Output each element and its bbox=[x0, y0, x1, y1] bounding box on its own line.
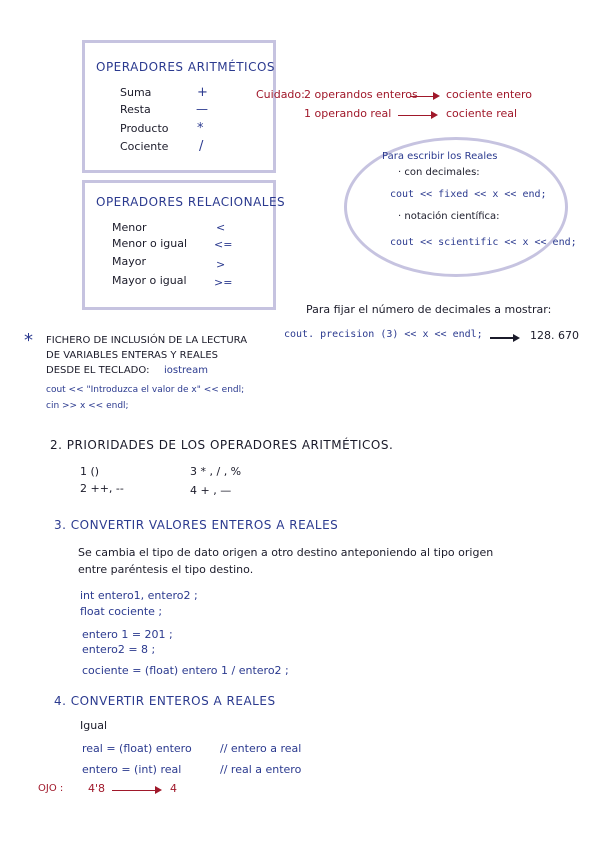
ojo-label: OJO : bbox=[38, 783, 64, 794]
section4-heading: 4. CONVERTIR ENTEROS A REALES bbox=[54, 694, 276, 708]
rel-operators-title: OPERADORES RELACIONALES bbox=[96, 195, 286, 209]
ellipse-title: Para escribir los Reales bbox=[382, 151, 498, 162]
ellipse-item2: · notación científica: bbox=[398, 211, 500, 222]
arith-row-name: Suma bbox=[120, 86, 152, 99]
ojo-from: 4'8 bbox=[88, 782, 106, 795]
arith-row-name: Producto bbox=[120, 122, 169, 135]
section4-code: real = (float) entero bbox=[82, 742, 192, 755]
fichero-code2: cin >> x << endl; bbox=[46, 401, 129, 411]
rel-row-op: >= bbox=[214, 276, 233, 289]
arrow-icon bbox=[410, 96, 438, 97]
priority-item: 3 * , / , % bbox=[190, 465, 242, 478]
fichero-line3: DESDE EL TECLADO: bbox=[46, 365, 150, 376]
section4-comment: // real a entero bbox=[220, 763, 302, 776]
arith-row-name: Resta bbox=[120, 103, 151, 116]
fichero-library: iostream bbox=[164, 365, 208, 376]
arrow-icon bbox=[112, 790, 160, 791]
section4-code: entero = (int) real bbox=[82, 763, 182, 776]
priority-item: 2 ++, -- bbox=[80, 482, 124, 495]
precision-text: Para fijar el número de decimales a mostrar: bbox=[306, 303, 552, 316]
section4-igual: Igual bbox=[80, 719, 107, 732]
section3-para2: entre paréntesis el tipo destino. bbox=[78, 563, 254, 576]
rel-row-name: Menor o igual bbox=[112, 237, 188, 250]
section2-heading: 2. PRIORIDADES DE LOS OPERADORES ARITMÉTICOS. bbox=[50, 438, 394, 452]
arrow-icon bbox=[490, 337, 518, 339]
ellipse-code2: cout << scientific << x << end; bbox=[390, 237, 577, 248]
rel-row-op: > bbox=[216, 258, 226, 271]
cuidado-line1-right: cociente entero bbox=[446, 88, 533, 101]
fichero-code1: cout << "Introduzca el valor de x" << endl; bbox=[46, 385, 245, 395]
section3-code: entero 1 = 201 ; bbox=[82, 628, 173, 641]
section3-para1: Se cambia el tipo de dato origen a otro destino anteponiendo al tipo origen bbox=[78, 546, 494, 559]
section3-code: entero2 = 8 ; bbox=[82, 643, 156, 656]
fichero-line1: FICHERO DE INCLUSIÓN DE LA LECTURA bbox=[46, 335, 248, 346]
rel-row-op: <= bbox=[214, 238, 233, 251]
section4-comment: // entero a real bbox=[220, 742, 302, 755]
section3-code: cociente = (float) entero 1 / entero2 ; bbox=[82, 664, 289, 677]
cuidado-label: Cuidado: bbox=[256, 88, 305, 101]
arith-row-op: / bbox=[199, 139, 204, 154]
rel-row-op: < bbox=[216, 221, 226, 234]
rel-row-name: Menor bbox=[112, 221, 147, 234]
arith-row-name: Cociente bbox=[120, 140, 169, 153]
star-icon: * bbox=[24, 330, 33, 351]
arith-row-op: + bbox=[197, 85, 208, 100]
priority-item: 4 + , — bbox=[190, 484, 232, 497]
rel-row-name: Mayor o igual bbox=[112, 274, 187, 287]
ellipse-code1: cout << fixed << x << end; bbox=[390, 189, 547, 200]
precision-code: cout. precision (3) << x << endl; bbox=[284, 329, 483, 340]
precision-result: 128. 670 bbox=[530, 329, 579, 342]
arith-row-op: — bbox=[196, 102, 208, 116]
section3-heading: 3. CONVERTIR VALORES ENTEROS A REALES bbox=[54, 518, 339, 532]
ojo-to: 4 bbox=[170, 782, 177, 795]
section3-code: float cociente ; bbox=[80, 605, 163, 618]
rel-row-name: Mayor bbox=[112, 255, 146, 268]
cuidado-line2-left: 1 operando real bbox=[304, 107, 392, 120]
fichero-line2: DE VARIABLES ENTERAS Y REALES bbox=[46, 350, 219, 361]
arith-operators-title: OPERADORES ARITMÉTICOS bbox=[96, 60, 276, 74]
ellipse-item1: · con decimales: bbox=[398, 167, 480, 178]
section3-code: int entero1, entero2 ; bbox=[80, 589, 198, 602]
cuidado-line1-left: 2 operandos enteros bbox=[304, 88, 418, 101]
arrow-icon bbox=[398, 115, 436, 116]
priority-item: 1 () bbox=[80, 465, 100, 478]
arith-row-op: * bbox=[197, 121, 204, 136]
cuidado-line2-right: cociente real bbox=[446, 107, 518, 120]
